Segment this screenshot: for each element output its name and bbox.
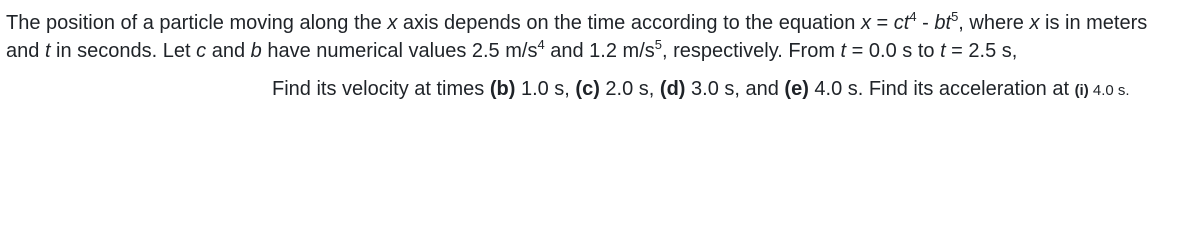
variable-b: b <box>250 40 262 62</box>
part-label-d: (d) <box>659 78 686 100</box>
problem-statement <box>6 9 1196 103</box>
text-segment: The position of a particle moving along the <box>6 12 388 34</box>
text-segment: have numerical values 2.5 m/s <box>261 40 538 62</box>
exponent: 4 <box>537 37 545 52</box>
text-segment: = 0.0 s to <box>846 40 941 62</box>
exponent: 5 <box>951 9 959 24</box>
text-segment: - <box>916 12 935 34</box>
text-segment: 2.0 s, <box>599 78 660 100</box>
part-label-e: (e) <box>784 78 809 100</box>
text-segment: = <box>871 12 894 34</box>
variable-c: c <box>893 12 904 34</box>
variable-t: t <box>945 12 952 34</box>
text-segment: and <box>206 40 251 62</box>
text-segment: and 1.2 m/s <box>544 40 655 62</box>
problem-line-3 <box>6 75 1196 103</box>
problem-line-1 <box>6 9 1196 37</box>
exponent: 4 <box>909 9 917 24</box>
part-label-c: (c) <box>575 78 600 100</box>
variable-t: t <box>44 40 51 62</box>
text-segment: 4.0 s. <box>1088 82 1130 99</box>
text-segment: 3.0 s, and <box>685 78 785 100</box>
variable-t: t <box>940 40 946 62</box>
variable-x: x <box>861 12 871 34</box>
text-segment: , respectively. From <box>661 40 841 62</box>
variable-b: b <box>934 12 946 34</box>
variable-t: t <box>903 12 910 34</box>
part-label-b: (b) <box>489 78 516 100</box>
text-segment: 1.0 s, <box>515 78 576 100</box>
text-segment: axis depends on the time according to the equation <box>397 12 861 34</box>
variable-t: t <box>840 40 847 62</box>
text-segment: 4.0 s. Find its acceleration at <box>808 78 1075 100</box>
text-segment: and <box>6 40 45 62</box>
text-segment: , where <box>958 12 1030 34</box>
text-segment: = 2.5 s, <box>945 40 1018 62</box>
variable-x: x <box>1029 12 1040 34</box>
text-segment: Find its velocity at times <box>272 78 490 100</box>
variable-c: c <box>196 40 207 62</box>
text-segment: in seconds. Let <box>50 40 197 62</box>
text-segment: is in meters <box>1039 12 1148 34</box>
problem-line-2 <box>6 37 1196 65</box>
exponent: 5 <box>654 37 662 52</box>
part-label-i: (i) <box>1074 82 1089 99</box>
variable-x: x <box>387 12 398 34</box>
